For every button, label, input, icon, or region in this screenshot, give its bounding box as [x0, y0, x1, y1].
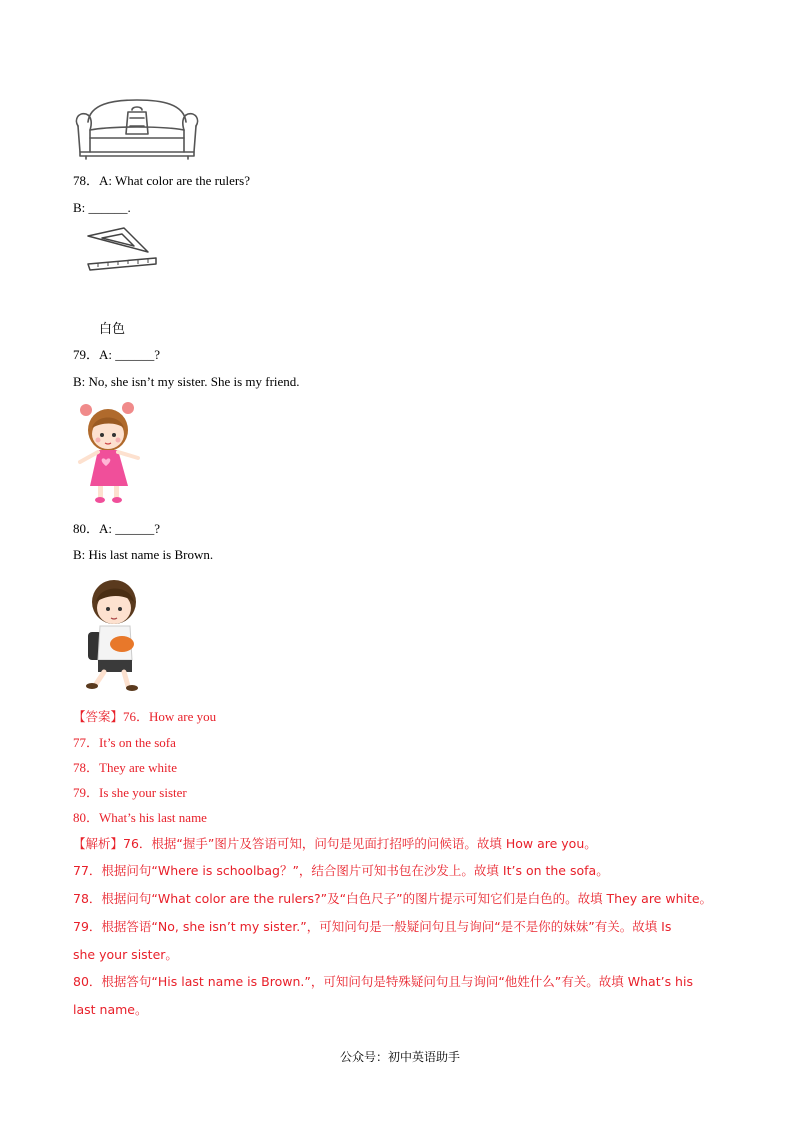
answer-76: 76．How are you — [123, 709, 217, 724]
explanation-80-continued: last name。 — [73, 1002, 148, 1017]
page-footer: 公众号：初中英语助手 — [339, 1050, 460, 1064]
sofa-schoolbag-illustration — [72, 96, 202, 160]
q80-question-line: 80．A: ______? — [73, 521, 161, 536]
explanation-first-line — [73, 835, 597, 853]
answer-80: 80．What’s his last name — [73, 810, 207, 825]
answer-79: 79．Is she your sister — [73, 785, 187, 800]
explanation-79-continued: she your sister。 — [73, 947, 178, 962]
girl-illustration — [76, 400, 154, 506]
answer-label: 【答案】 — [73, 709, 124, 724]
explanation-label: 【解析】 — [73, 836, 124, 851]
answer-78: 78．They are white — [73, 760, 177, 775]
rulers-caption: 白色 — [99, 322, 126, 337]
q78-question-line: 78．A: What color are the rulers? — [73, 173, 250, 188]
boy-illustration — [78, 576, 154, 694]
explanation-79: 79．根据答语“No, she isn’t my sister.”，可知问句是一般疑问句且与询问“是不是你的妹妹”有关。故填 Is — [73, 919, 672, 934]
q80-answer-line: B: His last name is Brown. — [73, 547, 214, 562]
answer-77: 77．It’s on the sofa — [73, 735, 176, 750]
q79-question-line: 79．A: ______? — [73, 347, 161, 362]
rulers-illustration — [84, 222, 160, 278]
q78-answer-blank: B: ______. — [73, 200, 131, 215]
explanation-80: 80．根据答句“His last name is Brown.”，可知问句是特殊疑问句且与询问“他姓什么”有关。故填 What’s his — [73, 974, 693, 989]
explanation-76: 76．根据“握手”图片及答语可知，问句是见面打招呼的问候语。故填 How are you。 — [123, 836, 597, 851]
explanation-77: 77．根据问句“Where is schoolbag？”，结合图片可知书包在沙发上。故填 It’s on the sofa。 — [73, 863, 609, 878]
answer-first-line — [73, 708, 216, 726]
q79-answer-line: B: No, she isn’t my sister. She is my friend. — [73, 374, 300, 389]
explanation-78: 78．根据问句“What color are the rulers?”及“白色尺子”的图片提示可知它们是白色的。故填 They are white。 — [73, 891, 713, 906]
